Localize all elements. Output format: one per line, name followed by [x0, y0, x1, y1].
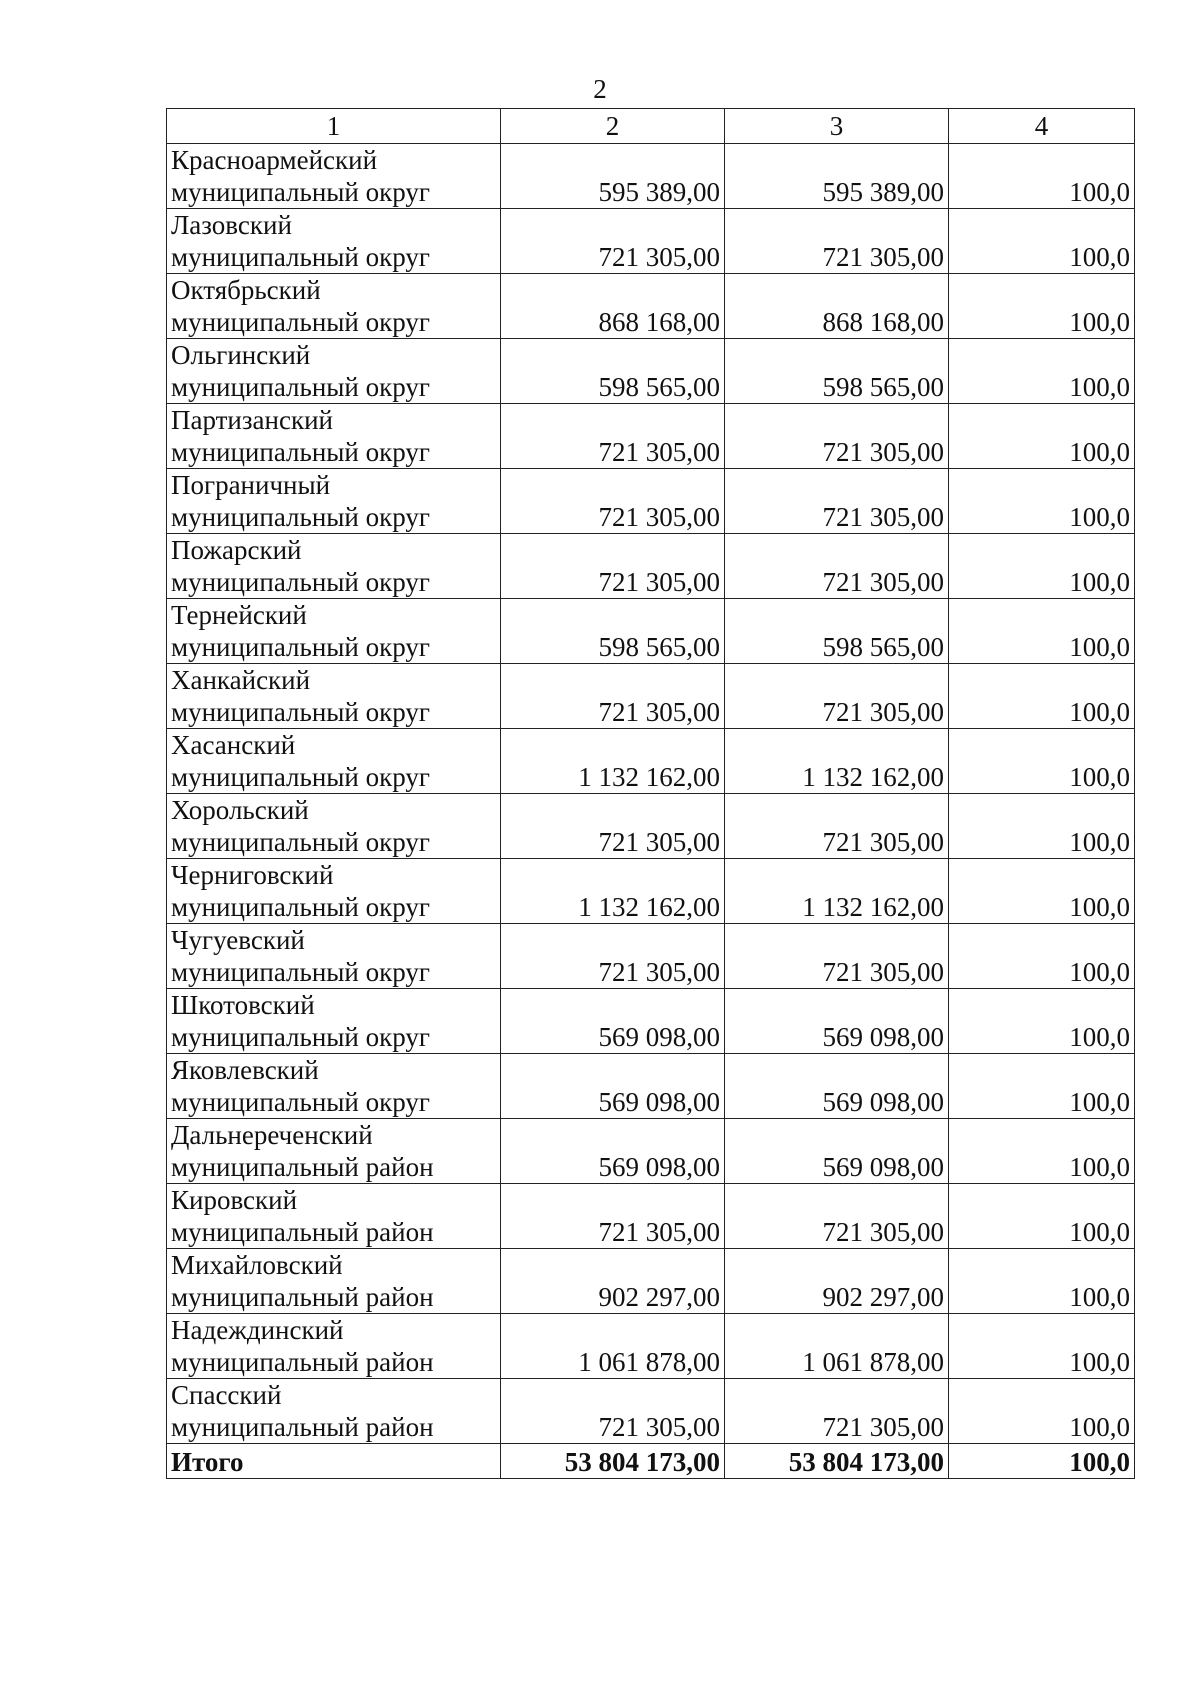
- municipality-name: Кировский: [171, 1185, 298, 1215]
- municipality-name: Хасанский: [171, 730, 296, 760]
- value-column-3: 721 305,00: [725, 664, 949, 729]
- value-column-2: 721 305,00: [501, 664, 725, 729]
- value-column-3: 569 098,00: [725, 1054, 949, 1119]
- table-row: [167, 989, 1135, 1054]
- municipality-type: муниципальный округ: [171, 892, 430, 922]
- municipality-name: Дальнереченский: [171, 1120, 373, 1150]
- municipality-type: муниципальный округ: [171, 957, 430, 987]
- municipality-name: Надеждинский: [171, 1315, 344, 1345]
- municipality-name-cell: [167, 924, 501, 989]
- value-column-4: 100,0: [949, 1184, 1135, 1249]
- table-row: [167, 144, 1135, 209]
- value-column-4: 100,0: [949, 1249, 1135, 1314]
- page-number: 2: [593, 74, 607, 104]
- table-row: [167, 1249, 1135, 1314]
- value-column-3: 721 305,00: [725, 534, 949, 599]
- table-row: [167, 1119, 1135, 1184]
- value-column-3: 569 098,00: [725, 1119, 949, 1184]
- table-row: [167, 599, 1135, 664]
- value-column-2: 721 305,00: [501, 404, 725, 469]
- municipality-name-cell: [167, 469, 501, 534]
- table-row: [167, 339, 1135, 404]
- value-column-4: 100,0: [949, 859, 1135, 924]
- value-column-4: 100,0: [949, 144, 1135, 209]
- municipality-name: Пожарский: [171, 535, 302, 565]
- table-header-row: [167, 109, 1135, 144]
- value-column-4: 100,0: [949, 404, 1135, 469]
- municipality-type: муниципальный округ: [171, 762, 430, 792]
- value-column-2: 595 389,00: [501, 144, 725, 209]
- value-column-2: 721 305,00: [501, 794, 725, 859]
- municipality-type: муниципальный район: [171, 1347, 434, 1377]
- municipality-name-cell: [167, 1054, 501, 1119]
- municipality-name-cell: [167, 1314, 501, 1379]
- table-row: [167, 1314, 1135, 1379]
- municipality-name-cell: [167, 339, 501, 404]
- value-column-3: 721 305,00: [725, 209, 949, 274]
- value-column-2: 569 098,00: [501, 1054, 725, 1119]
- municipality-name-cell: [167, 664, 501, 729]
- table-row: [167, 794, 1135, 859]
- table-row: [167, 1379, 1135, 1444]
- municipality-name: Тернейский: [171, 600, 307, 630]
- total-column-3: 53 804 173,00: [725, 1444, 949, 1479]
- value-column-3: 569 098,00: [725, 989, 949, 1054]
- table-row: [167, 404, 1135, 469]
- value-column-4: 100,0: [949, 469, 1135, 534]
- value-column-3: 721 305,00: [725, 469, 949, 534]
- municipality-type: муниципальный район: [171, 1412, 434, 1442]
- value-column-2: 569 098,00: [501, 989, 725, 1054]
- value-column-4: 100,0: [949, 1379, 1135, 1444]
- table-row: [167, 469, 1135, 534]
- value-column-2: 721 305,00: [501, 469, 725, 534]
- municipality-name-cell: [167, 989, 501, 1054]
- total-row: [167, 1444, 1135, 1479]
- table-row: [167, 1054, 1135, 1119]
- value-column-2: 721 305,00: [501, 534, 725, 599]
- value-column-3: 598 565,00: [725, 339, 949, 404]
- municipality-name: Шкотовский: [171, 990, 315, 1020]
- total-column-2: 53 804 173,00: [501, 1444, 725, 1479]
- column-header-3: 3: [725, 109, 949, 144]
- total-label: Итого: [167, 1444, 501, 1479]
- municipality-name: Чугуевский: [171, 925, 305, 955]
- value-column-4: 100,0: [949, 534, 1135, 599]
- municipality-name: Октябрьский: [171, 275, 321, 305]
- municipality-type: муниципальный округ: [171, 372, 430, 402]
- municipality-name-cell: [167, 274, 501, 339]
- table-row: [167, 209, 1135, 274]
- table-row: [167, 664, 1135, 729]
- value-column-2: 721 305,00: [501, 924, 725, 989]
- value-column-2: 569 098,00: [501, 1119, 725, 1184]
- table-row: [167, 924, 1135, 989]
- table-row: [167, 729, 1135, 794]
- municipality-name-cell: [167, 534, 501, 599]
- table-row: [167, 534, 1135, 599]
- value-column-4: 100,0: [949, 664, 1135, 729]
- value-column-4: 100,0: [949, 794, 1135, 859]
- municipality-type: муниципальный округ: [171, 502, 430, 532]
- municipality-name-cell: [167, 1119, 501, 1184]
- value-column-2: 902 297,00: [501, 1249, 725, 1314]
- municipality-type: муниципальный округ: [171, 242, 430, 272]
- municipality-name: Пограничный: [171, 470, 331, 500]
- municipality-type: муниципальный округ: [171, 307, 430, 337]
- municipality-name: Ханкайский: [171, 665, 311, 695]
- value-column-3: 721 305,00: [725, 1184, 949, 1249]
- table-row: [167, 274, 1135, 339]
- value-column-3: 1 061 878,00: [725, 1314, 949, 1379]
- municipality-name: Лазовский: [171, 210, 292, 240]
- municipality-name: Яковлевский: [171, 1055, 319, 1085]
- value-column-4: 100,0: [949, 209, 1135, 274]
- value-column-4: 100,0: [949, 924, 1135, 989]
- municipality-type: муниципальный округ: [171, 827, 430, 857]
- municipality-type: муниципальный округ: [171, 177, 430, 207]
- value-column-2: 721 305,00: [501, 1184, 725, 1249]
- municipality-name-cell: [167, 209, 501, 274]
- value-column-3: 721 305,00: [725, 794, 949, 859]
- municipality-name-cell: [167, 599, 501, 664]
- municipality-name: Хорольский: [171, 795, 309, 825]
- value-column-3: 868 168,00: [725, 274, 949, 339]
- value-column-2: 1 061 878,00: [501, 1314, 725, 1379]
- table-row: [167, 859, 1135, 924]
- value-column-2: 721 305,00: [501, 209, 725, 274]
- budget-table: [166, 108, 1135, 1479]
- municipality-type: муниципальный округ: [171, 1087, 430, 1117]
- municipality-type: муниципальный район: [171, 1282, 434, 1312]
- value-column-4: 100,0: [949, 1054, 1135, 1119]
- value-column-3: 1 132 162,00: [725, 729, 949, 794]
- value-column-4: 100,0: [949, 599, 1135, 664]
- value-column-2: 598 565,00: [501, 599, 725, 664]
- value-column-4: 100,0: [949, 1314, 1135, 1379]
- value-column-2: 598 565,00: [501, 339, 725, 404]
- value-column-3: 598 565,00: [725, 599, 949, 664]
- value-column-3: 721 305,00: [725, 1379, 949, 1444]
- municipality-type: муниципальный округ: [171, 437, 430, 467]
- value-column-4: 100,0: [949, 274, 1135, 339]
- value-column-4: 100,0: [949, 339, 1135, 404]
- value-column-4: 100,0: [949, 1119, 1135, 1184]
- value-column-2: 721 305,00: [501, 1379, 725, 1444]
- value-column-3: 1 132 162,00: [725, 859, 949, 924]
- column-header-1: 1: [167, 109, 501, 144]
- municipality-name-cell: [167, 729, 501, 794]
- table-body: [167, 144, 1135, 1479]
- value-column-4: 100,0: [949, 729, 1135, 794]
- value-column-3: 721 305,00: [725, 404, 949, 469]
- value-column-3: 902 297,00: [725, 1249, 949, 1314]
- value-column-4: 100,0: [949, 989, 1135, 1054]
- column-header-4: 4: [949, 109, 1135, 144]
- municipality-type: муниципальный округ: [171, 697, 430, 727]
- table-row: [167, 1184, 1135, 1249]
- value-column-3: 595 389,00: [725, 144, 949, 209]
- municipality-name-cell: [167, 1379, 501, 1444]
- municipality-type: муниципальный район: [171, 1217, 434, 1247]
- municipality-name: Черниговский: [171, 860, 334, 890]
- value-column-2: 1 132 162,00: [501, 859, 725, 924]
- municipality-type: муниципальный округ: [171, 567, 430, 597]
- municipality-type: муниципальный район: [171, 1152, 434, 1182]
- municipality-name-cell: [167, 794, 501, 859]
- municipality-name: Спасский: [171, 1380, 282, 1410]
- municipality-name-cell: [167, 144, 501, 209]
- municipality-name-cell: [167, 1184, 501, 1249]
- municipality-name: Партизанский: [171, 405, 333, 435]
- total-column-4: 100,0: [949, 1444, 1135, 1479]
- municipality-type: муниципальный округ: [171, 1022, 430, 1052]
- column-header-2: 2: [501, 109, 725, 144]
- municipality-type: муниципальный округ: [171, 632, 430, 662]
- municipality-name: Михайловский: [171, 1250, 343, 1280]
- municipality-name: Красноармейский: [171, 145, 378, 175]
- value-column-2: 868 168,00: [501, 274, 725, 339]
- municipality-name-cell: [167, 1249, 501, 1314]
- value-column-2: 1 132 162,00: [501, 729, 725, 794]
- value-column-3: 721 305,00: [725, 924, 949, 989]
- municipality-name-cell: [167, 859, 501, 924]
- municipality-name-cell: [167, 404, 501, 469]
- municipality-name: Ольгинский: [171, 340, 311, 370]
